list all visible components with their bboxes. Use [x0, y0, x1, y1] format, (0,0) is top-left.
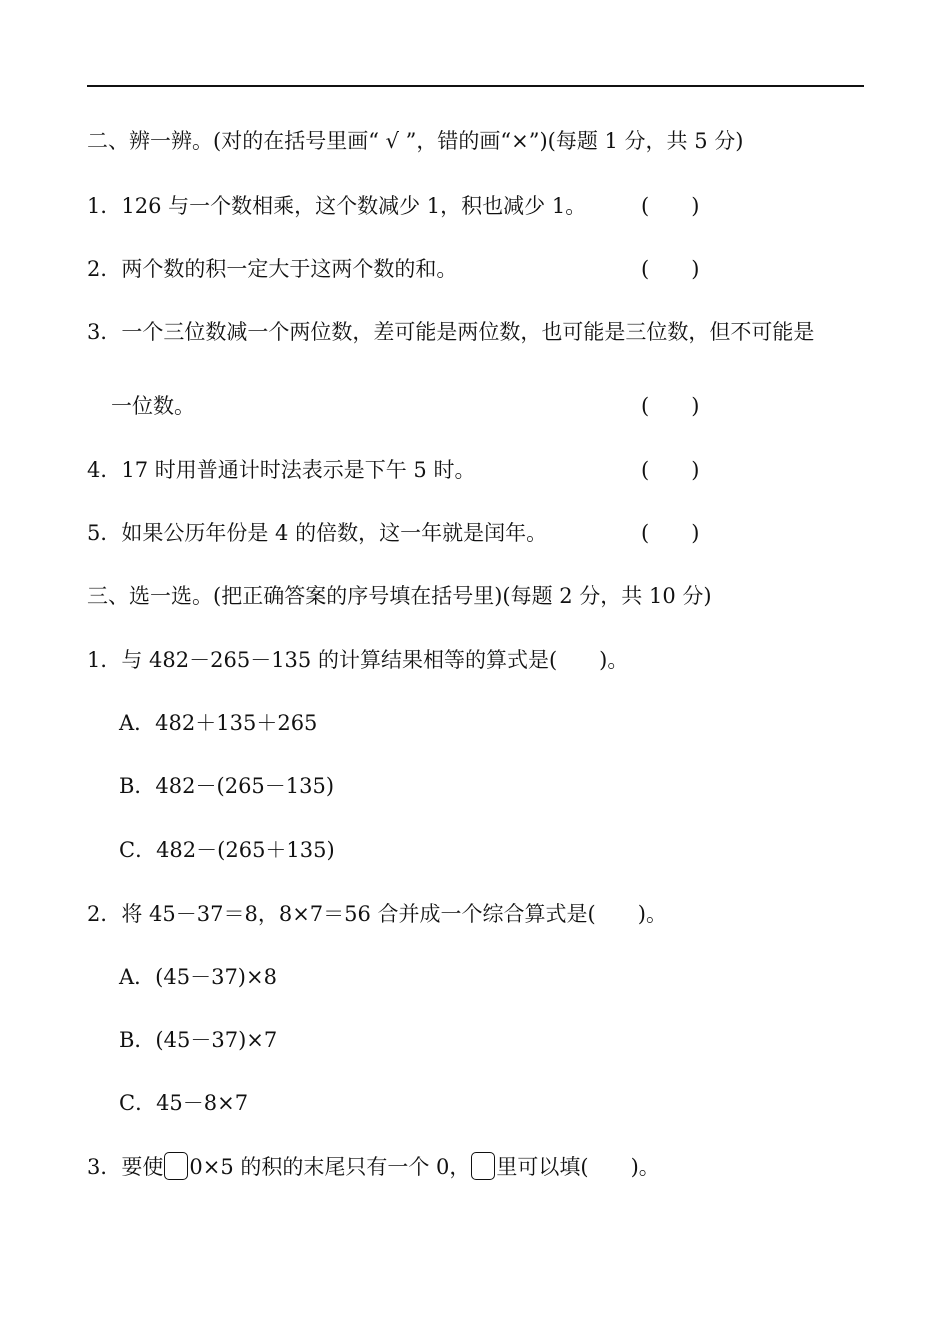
section3-q2-option-b[interactable]: B．(45－37)×7 [119, 1028, 278, 1052]
section2-item-5: 5．如果公历年份是 4 的倍数，这一年就是闰年。 [87, 521, 548, 545]
section2-item-3-answer-bracket[interactable]: ( ) [641, 394, 700, 418]
section2-item-1: 1．126 与一个数相乘，这个数减少 1，积也减少 1。 [87, 194, 587, 218]
section3-q3-stem [87, 1152, 660, 1180]
blank-square-box [164, 1152, 188, 1180]
section3-q3-prefix: 3．要使 [87, 1155, 164, 1179]
section3-q1-stem: 1．与 482－265－135 的计算结果相等的算式是( )。 [87, 648, 629, 672]
section2-item-3-continuation: 一位数。 [111, 394, 195, 418]
section2-item-4-answer-bracket[interactable]: ( ) [641, 458, 700, 482]
section3-q1-option-b[interactable]: B．482－(265－135) [119, 774, 335, 798]
section3-q2-stem: 2．将 45－37＝8，8×7＝56 合并成一个综合算式是( )。 [87, 902, 667, 926]
section2-item-5-answer-bracket[interactable]: ( ) [641, 521, 700, 545]
section2-item-2-answer-bracket[interactable]: ( ) [641, 257, 700, 281]
section3-q3-suffix: 里可以填( )。 [496, 1155, 660, 1179]
section2-item-4: 4．17 时用普通计时法表示是下午 5 时。 [87, 458, 476, 482]
top-divider-rule [87, 85, 864, 87]
section2-heading: 二、辨一辨。(对的在括号里画“ √ ”，错的画“×”)(每题 1 分，共 5 分) [87, 129, 744, 153]
section2-item-1-answer-bracket[interactable]: ( ) [641, 194, 700, 218]
section2-item-2: 2．两个数的积一定大于这两个数的和。 [87, 257, 458, 281]
section2-item-3: 3．一个三位数减一个两位数，差可能是两位数，也可能是三位数，但不可能是 [87, 320, 815, 344]
section3-heading: 三、选一选。(把正确答案的序号填在括号里)(每题 2 分，共 10 分) [87, 584, 712, 608]
blank-square-box-2 [471, 1152, 495, 1180]
section3-q1-option-a[interactable]: A．482＋135＋265 [119, 711, 318, 735]
section3-q2-option-a[interactable]: A．(45－37)×8 [119, 965, 277, 989]
section3-q3-middle: 0×5 的积的末尾只有一个 0， [189, 1155, 471, 1179]
section3-q2-option-c[interactable]: C．45－8×7 [119, 1091, 249, 1115]
section3-q1-option-c[interactable]: C．482－(265＋135) [119, 838, 335, 862]
